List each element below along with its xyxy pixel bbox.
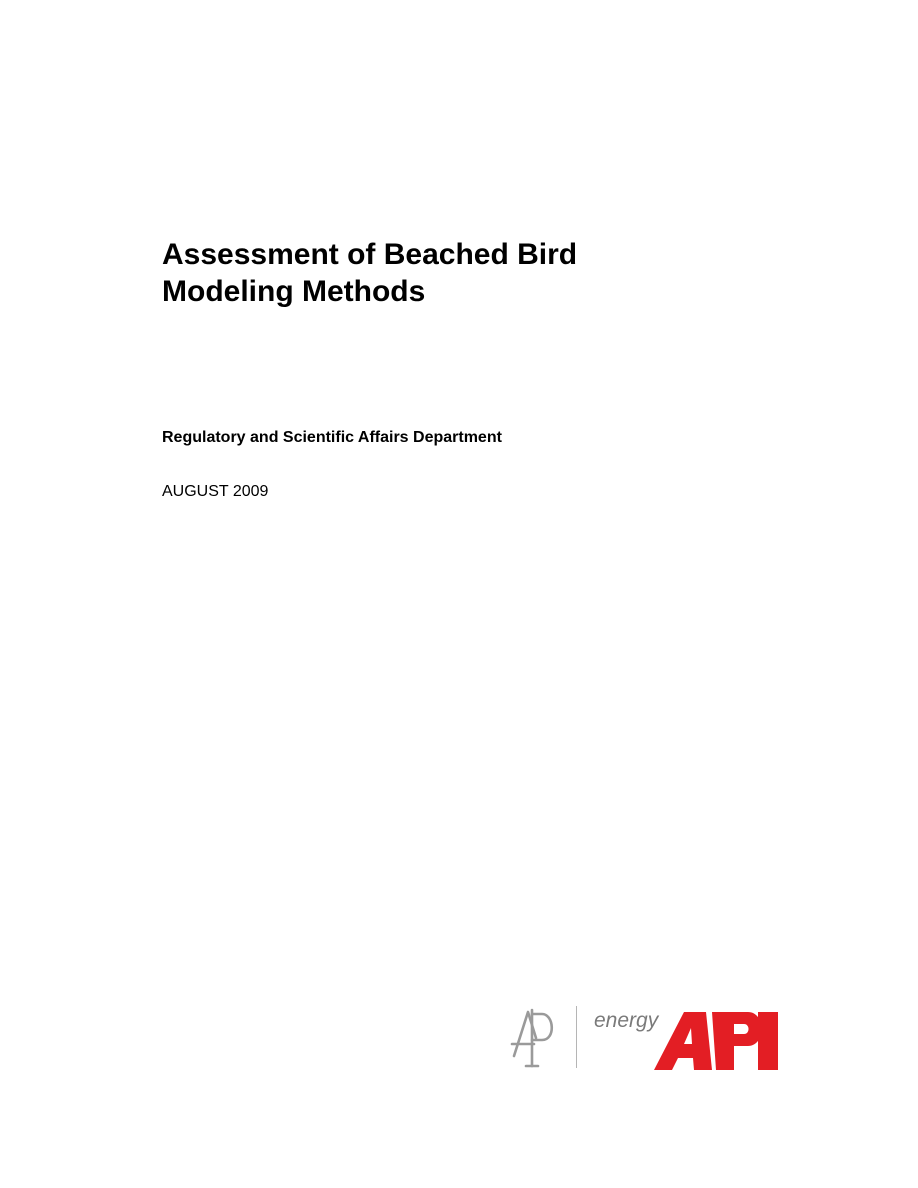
document-title-line-2: Modeling Methods	[162, 275, 426, 308]
logo-divider	[576, 1006, 577, 1068]
document-title	[162, 236, 722, 310]
api-logo	[510, 1000, 790, 1076]
energy-wordmark: energy	[594, 1009, 659, 1032]
api-wordmark-logo	[654, 1004, 782, 1070]
document-title-line-1: Assessment of Beached Bird	[162, 238, 578, 271]
publication-date: AUGUST 2009	[162, 483, 269, 500]
api-monogram-icon	[510, 1004, 558, 1070]
department-name: Regulatory and Scientific Affairs Department	[162, 429, 502, 446]
